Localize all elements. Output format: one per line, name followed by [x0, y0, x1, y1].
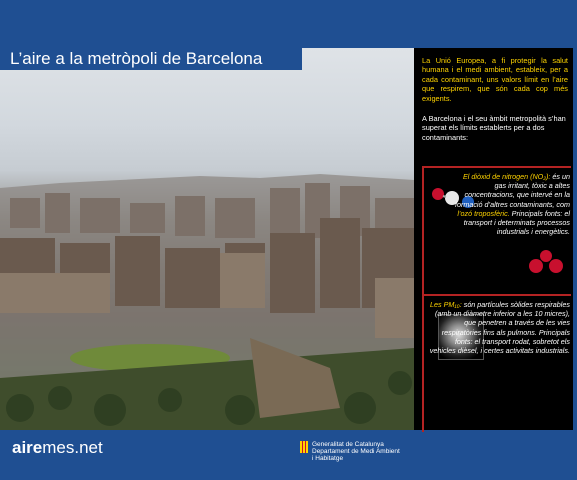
no2-section: [422, 166, 571, 296]
page-title: L’aire a la metròpoli de Barcelona: [0, 48, 302, 70]
city-skyline-illustration: [0, 48, 414, 430]
no2-body: és un gas irritant, tòxic a altes concentracions, que intervé en la formació d’altres contaminants, com: [454, 172, 570, 209]
pm10-section: [422, 294, 571, 432]
gen-line-2: Departament de Medi Ambient: [312, 448, 400, 456]
city-photo: [0, 48, 414, 430]
intro-text-2: A Barcelona i el seu àmbit metropolità s’han superat els límits establerts per a dos contaminants:: [422, 114, 566, 142]
no2-ozone: l’ozó troposfèric.: [457, 208, 510, 218]
airemes-logo[interactable]: [12, 438, 103, 458]
generalitat-emblem-icon: [300, 441, 308, 453]
ozone-molecule-icon: [524, 248, 564, 278]
intro-text: La Unió Europea, a fi protegir la salut humana i el medi ambient, estableix, per a cada contaminant, uns valors límit en l’aire que respirem, que són cada cop més exigents.: [422, 56, 568, 103]
gen-line-1: Generalitat de Catalunya: [312, 441, 384, 448]
info-panel: [414, 48, 573, 430]
brand-part-b: mes.net: [42, 438, 103, 457]
pm10-body: són partícules sòlides respirables (amb un diàmetre inferior a les 10 micres), que penetren a través de les vies respiratòries fins als pulmons.: [434, 300, 570, 337]
pm10-heading: Les PM₁₀:: [430, 300, 462, 309]
gen-line-3: i Habitatge: [312, 455, 344, 463]
no2-heading: El diòxid de nitrogen (NO₂):: [462, 172, 551, 181]
brand-part-a: aire: [12, 438, 43, 457]
no2-sources: Principals fonts: el transport i determinats processos industrials i energètics.: [463, 208, 570, 237]
pm10-sources: Principals fonts: el transport rodat, sobretot els vehicles dièsel, i certes activitats industrials.: [429, 327, 570, 356]
generalitat-credit: [312, 441, 400, 463]
